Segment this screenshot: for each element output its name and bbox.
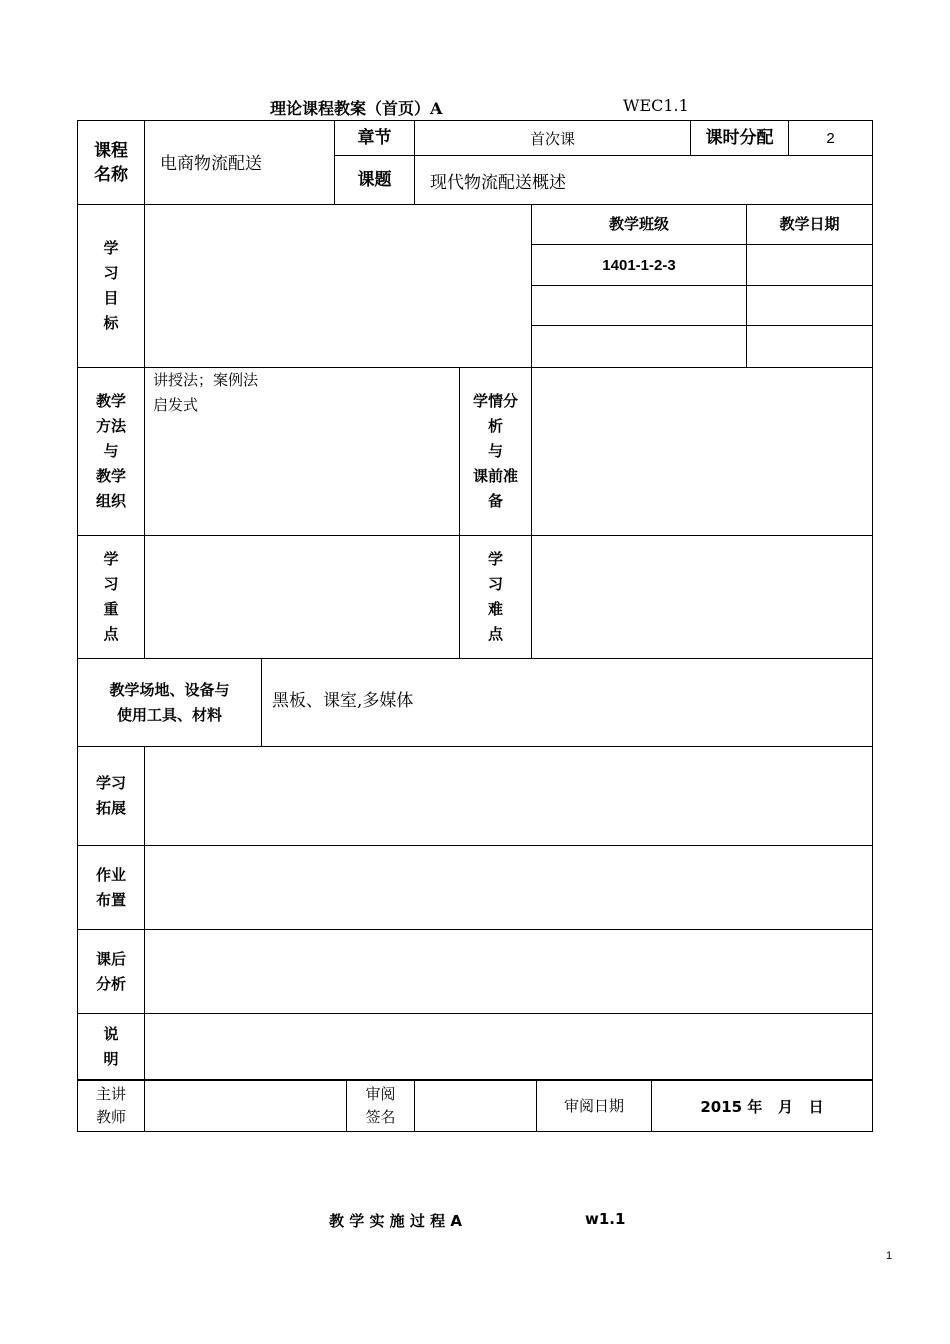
divider xyxy=(144,746,145,1080)
document-title: 理论课程教案（首页）A xyxy=(270,99,443,118)
divider xyxy=(77,1013,873,1014)
divider xyxy=(77,746,873,747)
chapter-value: 首次课 xyxy=(529,129,575,148)
methods-value: 讲授法；案例法 启发式 xyxy=(153,371,259,414)
divider xyxy=(77,929,873,930)
date-header: 教学日期 xyxy=(779,215,840,233)
next-section-code: w1.1 xyxy=(585,1210,626,1228)
hours-value: 2 xyxy=(826,129,835,147)
reviewer-signature-label: 审阅 签名 xyxy=(365,1085,396,1126)
course-name-label: 课程 名称 xyxy=(94,140,128,185)
review-date-label: 审阅日期 xyxy=(563,1096,624,1115)
reviewer-signature-value xyxy=(415,1081,536,1131)
divider xyxy=(77,845,873,846)
page-number: 1 xyxy=(886,1250,893,1262)
next-section-title: 教 学 实 施 过 程 A xyxy=(329,1212,462,1230)
date-cell xyxy=(747,286,872,325)
date-cell xyxy=(747,326,872,367)
table-border-right xyxy=(872,120,873,1132)
key-points-label: 学 习 重 点 xyxy=(103,550,119,643)
course-name-value: 电商物流配送 xyxy=(160,154,262,174)
post-class-analysis-label: 课后 分析 xyxy=(95,949,126,993)
date-cell xyxy=(747,245,872,285)
notes-label: 说 明 xyxy=(103,1024,119,1068)
topic-value: 现代物流配送概述 xyxy=(430,172,566,193)
lecturer-label: 主讲 教师 xyxy=(95,1085,126,1126)
objectives-label: 学 习 目 标 xyxy=(103,239,119,332)
venue-value: 黑板、课室,多媒体 xyxy=(272,691,414,711)
lecturer-value xyxy=(145,1081,346,1131)
document-header xyxy=(0,96,950,120)
key-points-content xyxy=(145,536,459,658)
class-cell: 1401-1-2-3 xyxy=(602,256,676,274)
venue-label: 教学场地、设备与 使用工具、材料 xyxy=(109,680,230,724)
difficulties-content xyxy=(532,536,872,658)
class-cell xyxy=(532,326,746,367)
homework-label: 作业 布置 xyxy=(95,865,126,909)
class-cell xyxy=(532,286,746,325)
document-code: WEC1.1 xyxy=(623,96,689,115)
objectives-content xyxy=(145,205,531,367)
extension-label: 学习 拓展 xyxy=(95,774,126,817)
chapter-label: 章节 xyxy=(357,128,392,148)
table-border-bottom xyxy=(77,1131,873,1132)
class-header: 教学班级 xyxy=(608,215,669,233)
hours-label: 课时分配 xyxy=(705,128,774,148)
student-analysis-label: 学情分 析 与 课前准 备 xyxy=(472,392,518,510)
divider xyxy=(261,658,262,746)
methods-label: 教学 方法 与 教学 组织 xyxy=(95,392,126,510)
review-date-value: 2015 年 月 日 xyxy=(700,1097,824,1116)
topic-label: 课题 xyxy=(357,170,392,190)
divider xyxy=(144,120,145,204)
student-analysis-content xyxy=(532,368,872,535)
difficulties-label: 学 习 难 点 xyxy=(487,550,503,643)
